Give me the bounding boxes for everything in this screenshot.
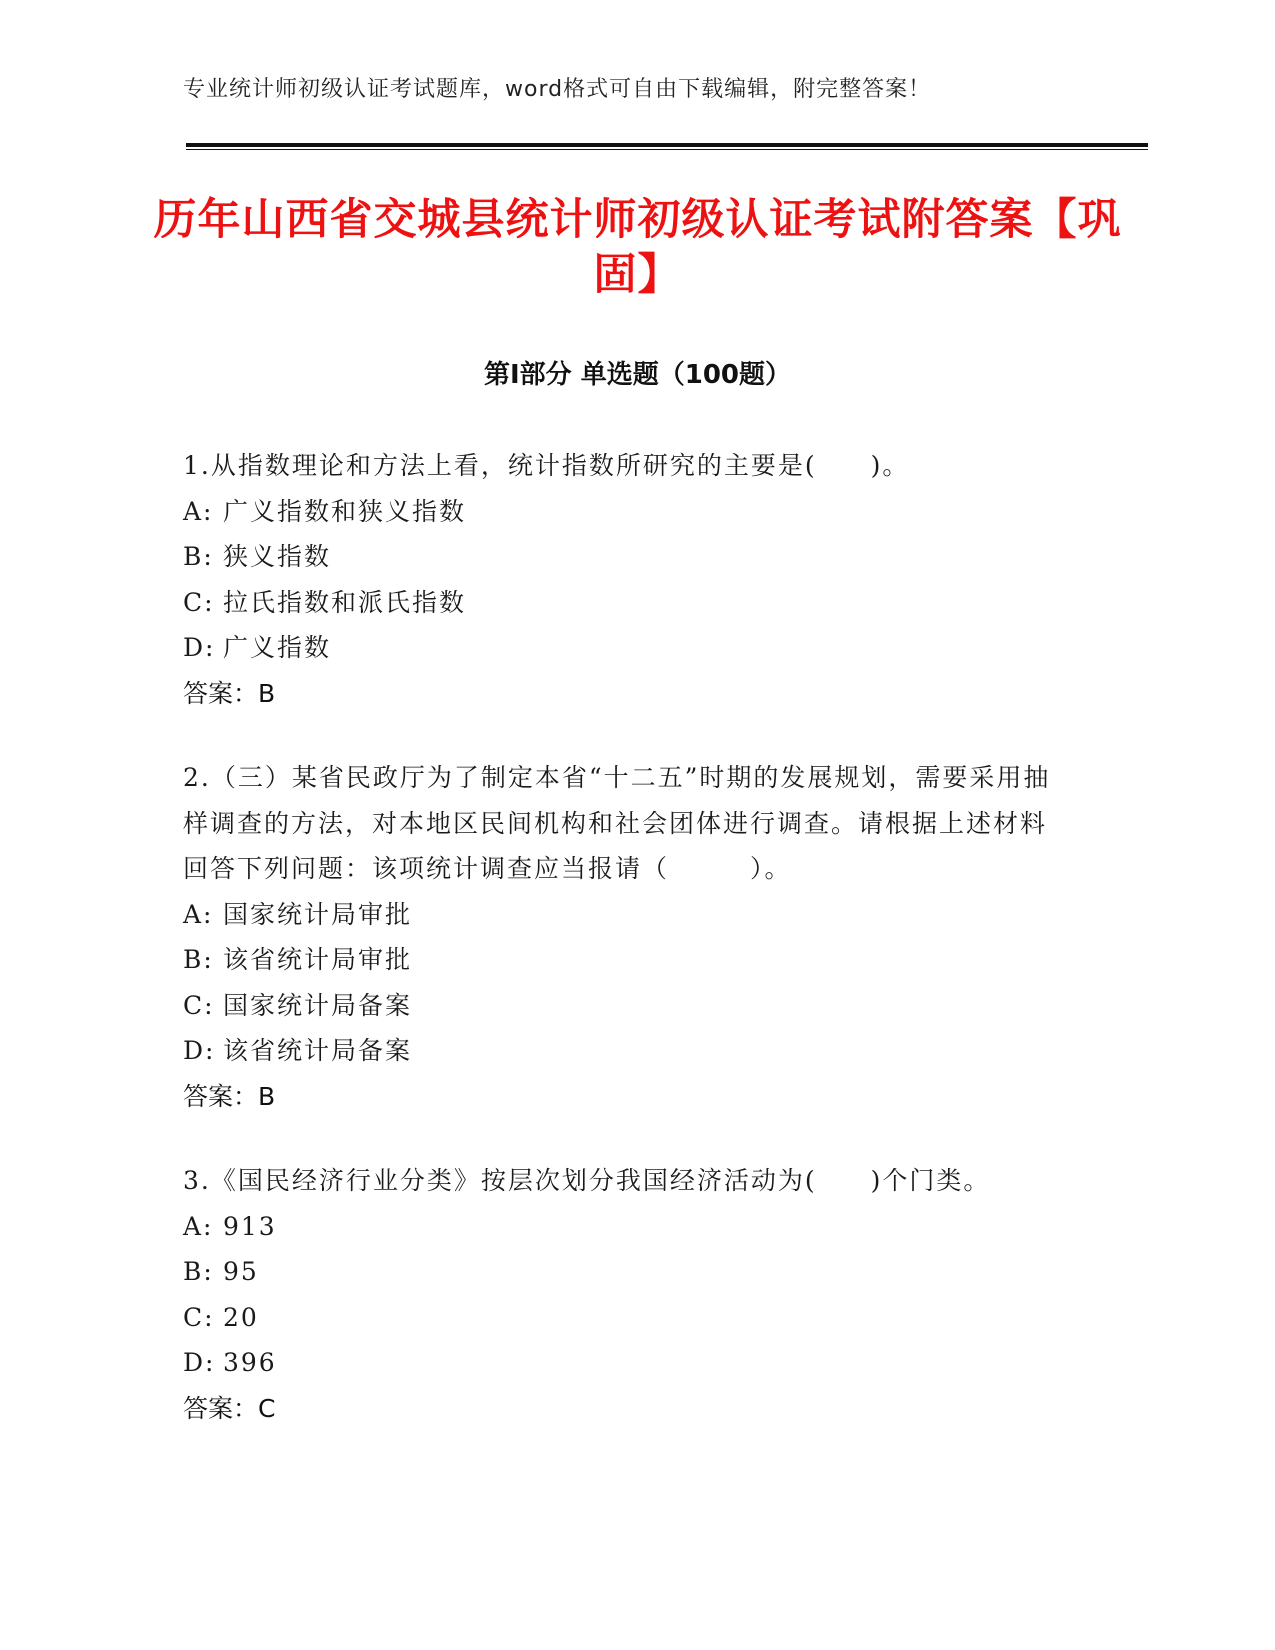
answer: 答案：B — [183, 1081, 276, 1111]
option-c — [183, 983, 1063, 1029]
option-text: 913 — [223, 1211, 277, 1241]
option-text: 20 — [223, 1302, 259, 1332]
question-stem: 1.从指数理论和方法上看，统计指数所研究的主要是( )。 — [183, 451, 910, 480]
question-stem: 3.《国民经济行业分类》按层次划分我国经济活动为( )个门类。 — [183, 1166, 991, 1195]
section-title: 第Ⅰ部分 单选题（100题） — [484, 360, 791, 390]
option-d — [183, 1028, 1063, 1074]
question-3 — [183, 1158, 1063, 1431]
option-text: 396 — [223, 1348, 277, 1377]
header-divider-thin — [186, 149, 1148, 150]
option-text: 拉氏指数和派氏指数 — [223, 587, 467, 617]
answer: 答案：C — [183, 1393, 276, 1423]
document-title: 历年山西省交城县统计师初级认证考试附答案【巩固】 — [153, 195, 1122, 300]
option-text: 95 — [223, 1257, 259, 1286]
question-stem: 2.（三）某省民政厅为了制定本省“十二五”时期的发展规划，需要采用抽样调查的方法，对本地区民间机构和社会团体进行调查。请根据上述材料回答下列问题：该项统计调查应当报请（ ）。 — [183, 763, 1051, 883]
option-key: C: — [183, 1302, 215, 1332]
option-a — [183, 489, 1063, 535]
option-text: 广义指数和狭义指数 — [223, 496, 467, 526]
option-c — [183, 1295, 1063, 1341]
option-key: B: — [183, 945, 214, 974]
option-key: D: — [183, 1036, 216, 1065]
option-key: A: — [183, 899, 214, 929]
option-text: 广义指数 — [223, 633, 332, 662]
option-key: B: — [183, 542, 214, 571]
option-text: 该省统计局备案 — [223, 1036, 413, 1065]
option-b — [183, 534, 1063, 580]
option-key: D: — [183, 633, 216, 662]
question-2 — [183, 755, 1063, 1119]
header-divider-thick — [186, 143, 1148, 147]
option-text: 狭义指数 — [223, 542, 332, 571]
answer: 答案：B — [183, 678, 276, 708]
option-text: 国家统计局审批 — [223, 899, 413, 929]
option-text: 该省统计局审批 — [223, 945, 413, 974]
question-1 — [183, 443, 1063, 716]
option-text: 国家统计局备案 — [223, 990, 413, 1020]
option-d — [183, 625, 1063, 671]
option-a — [183, 1204, 1063, 1250]
option-key: D: — [183, 1348, 216, 1377]
option-a — [183, 892, 1063, 938]
option-key: C: — [183, 990, 215, 1020]
option-key: A: — [183, 1211, 214, 1241]
document-header: 专业统计师初级认证考试题库，word格式可自由下载编辑，附完整答案！ — [183, 77, 932, 102]
option-key: A: — [183, 496, 214, 526]
option-key: C: — [183, 587, 215, 617]
question-list — [183, 443, 1063, 1470]
option-key: B: — [183, 1257, 214, 1286]
option-b — [183, 1249, 1063, 1295]
option-c — [183, 580, 1063, 626]
option-b — [183, 937, 1063, 983]
option-d — [183, 1340, 1063, 1386]
